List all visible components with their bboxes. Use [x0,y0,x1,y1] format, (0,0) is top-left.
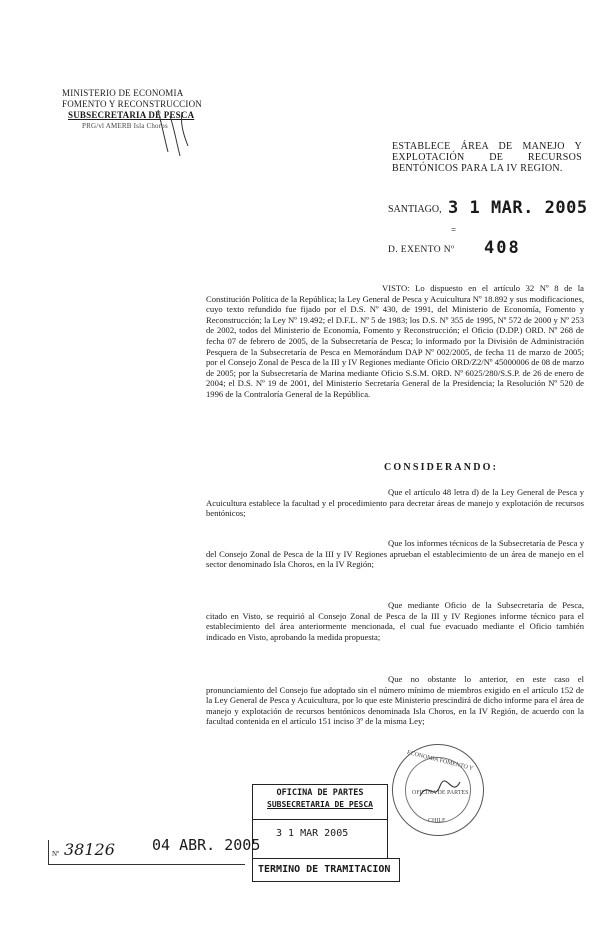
decree-date: 3 1 MAR. 2005 [448,198,588,218]
decree-subject [392,141,582,174]
subsecretaria-name: SUBSECRETARIA DE PESCA [68,110,195,120]
subject-line2: EXPLOTACIÓN DE RECURSOS [392,152,582,163]
considerando-heading: CONSIDERANDO: [384,462,499,473]
considerando-item-2 [206,538,584,570]
ministry-name-line1: MINISTERIO DE ECONOMIA [62,88,184,98]
seal-signature-icon [418,776,462,806]
equals-mark: = [451,225,457,235]
seal-bottom-text: CHILE [428,818,446,824]
receipt-number: 38126 [64,840,115,859]
considerando-item-3 [206,600,584,642]
considerando-text-2: Que los informes técnicos de la Subsecretaría de Pesca y del Consejo Zonal de Pesca de la III y IV Regiones aprueban el establecimiento de un área de manejo en el sector denominado Isla Choros, en la IV Región; [206,538,584,570]
subject-line3: BENTÓNICOS PARA LA IV REGION. [392,163,563,174]
visto-text: VISTO: Lo dispuesto en el artículo 32 Nº 8 de la Constitución Política de la República; la Ley General de Pesca y Acuicultura Nº 18.892 y sus modificaciones, cuyo texto refundido fue fijado por el D.S. Nº 430, de 1991, del Ministerio de Economía, Fomento y Reconstrucción; la Ley Nº 19.492; el D.F.L. Nº 5 de 1983; los D.S. Nº 355 de 1995, Nº 572 de 2000 y Nº 253 de 2002, todos del Ministerio de Economía, Fomento y Reconstrucción; el Oficio (D.DP.) ORD. Nº 268 de fecha 07 de febrero de 2005, de la Subsecretaría de Pesca; lo informado por la División de Administración Pesquera de la Subsecretaría de Pesca en Memorándum DAP Nº 002/2005, de fecha 11 de marzo de 2005; por el Consejo Zonal de Pesca de la III y IV Regiones mediante Oficio ORD/Z2/Nº 45000006 de 08 de marzo de 2005; por la Subsecretaría de Marina mediante Oficio S.S.M. ORD. Nº 6025/280/S.S.P. de 26 de enero de 2004; el D.S. Nº 19 de 2001, del Ministerio Secretaría General de la Presidencia; la Resolución Nº 520 de 1996 de la Contraloría General de la República. [206,283,584,399]
considerando-item-4 [206,674,584,727]
decree-number: 408 [484,238,521,258]
office-stamp-date: 3 1 MAR 2005 [276,828,349,839]
signature-flourish-icon [150,106,210,162]
office-stamp-line1: OFICINA DE PARTES [276,788,364,798]
considerando-item-1 [206,487,584,519]
considerando-text-4: Que no obstante lo anterior, en este caso el pronunciamiento del Consejo fue adoptado sin el número mínimo de miembros exigido en el artículo 152 de la Ley General de Pesca y Acuicultura, por lo que este Ministerio prescindirá de dicho informe para el área de manejo y explotación de recursos bentónicos denominada Isla Choros, en la IV Región, de acuerdo con la facultad contenida en el artículo 151 inciso 3º de la misma Ley; [206,674,584,727]
subject-line1: ESTABLECE ÁREA DE MANEJO Y [392,141,582,152]
seal-top-text: ECONOMIA FOMENTO Y [406,749,474,773]
considerando-text-3: Que mediante Oficio de la Subsecretaría de Pesca, citado en Visto, se requirió al Consejo Zonal de Pesca de la III y IV Regiones informe técnico para el establecimiento del área anteriormente mencionada, el cual fue evacuado mediante el Oficio también indicado en Visto, aprobando la medida propuesta; [206,600,584,642]
office-stamp-footer: TERMINO DE TRAMITACION [258,864,391,875]
office-stamp-line2: SUBSECRETARIA DE PESCA [267,800,373,809]
author-initials: PRG/vl AMERB Isla Choros [82,122,168,130]
receipt-date: 04 ABR. 2005 [152,836,261,854]
place-label: SANTIAGO, [388,204,442,215]
seal-middle-text: OFICINA DE PARTES [412,790,469,796]
visto-paragraph [206,283,584,400]
decree-label: D. EXENTO Nº [388,245,455,255]
ministry-name-line2: FOMENTO Y RECONSTRUCCION [62,99,202,109]
receipt-prefix: Nº [52,850,60,858]
considerando-text-1: Que el artículo 48 letra d) de la Ley General de Pesca y Acuicultura establece la facultad y el procedimiento para decretar áreas de manejo y explotación de recursos bentónicos; [206,487,584,519]
